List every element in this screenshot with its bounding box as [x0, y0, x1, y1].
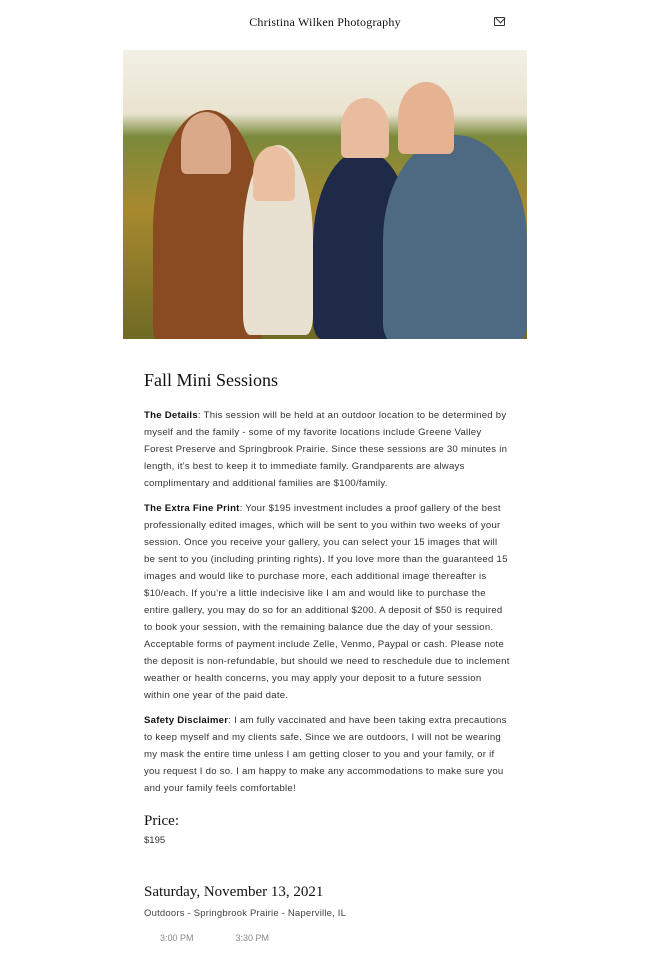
safety-label: Safety Disclaimer	[144, 715, 229, 726]
details-text: : This session will be held at an outdoor location to be determined by myself and the family - some of my favorite locations include Greene Valley Forest Preserve and Springbrook Prairie. Since these sessions are 30 minutes in length, it's best to keep it to immediate family. Grandparents are always complimentary and additional families are $100/family.	[144, 410, 508, 489]
fine-print-paragraph	[144, 500, 510, 704]
fine-print-text: : Your $195 investment includes a proof gallery of the best professionally edited images, which will be sent to you within two weeks of your session. Once you receive your gallery, you can select your 15 images that will be sent to you (including printing rights). If you love more than the guaranteed 15 images and would like to purchase more, each additional image thereafter is $10/each. If you're a little indecisive like I am and would like to purchase the entire gallery, you may do so for an additional $200. A deposit of $50 is required to book your session, with the remaining balance due the day of your session. Acceptable forms of payment include Zelle, Venmo, Paypal or cash. Please note the deposit is non-refundable, but should we need to reschedule due to inclement weather or health concerns, you may apply your deposit to a future session within one year of the paid date.	[144, 503, 510, 701]
fine-print-label: The Extra Fine Print	[144, 503, 240, 514]
details-paragraph	[144, 407, 510, 492]
price-value: $195	[144, 835, 166, 846]
details-label: The Details	[144, 410, 198, 421]
safety-paragraph	[144, 712, 510, 797]
time-slot[interactable]: 3:00 PM	[160, 933, 194, 943]
session-location: Outdoors - Springbrook Prairie - Naperville, IL	[144, 908, 347, 919]
session-title: Fall Mini Sessions	[144, 370, 279, 390]
safety-text: : I am fully vaccinated and have been taking extra precautions to keep myself and my clients safe. Since we are outdoors, I will not be wearing my mask the entire time unless I am getting closer to you and your family, or if you request I do so. I am happy to make any accommodations to make sure you and your family feels comfortable!	[144, 715, 507, 794]
site-title[interactable]: Christina Wilken Photography	[249, 15, 401, 29]
family-photo	[123, 50, 527, 339]
session-date: Saturday, November 13, 2021	[144, 884, 324, 900]
mail-icon[interactable]	[494, 17, 505, 26]
session-details	[144, 370, 510, 943]
price-heading: Price:	[144, 813, 179, 829]
time-slots	[144, 933, 510, 943]
time-slot[interactable]: 3:30 PM	[235, 933, 270, 943]
